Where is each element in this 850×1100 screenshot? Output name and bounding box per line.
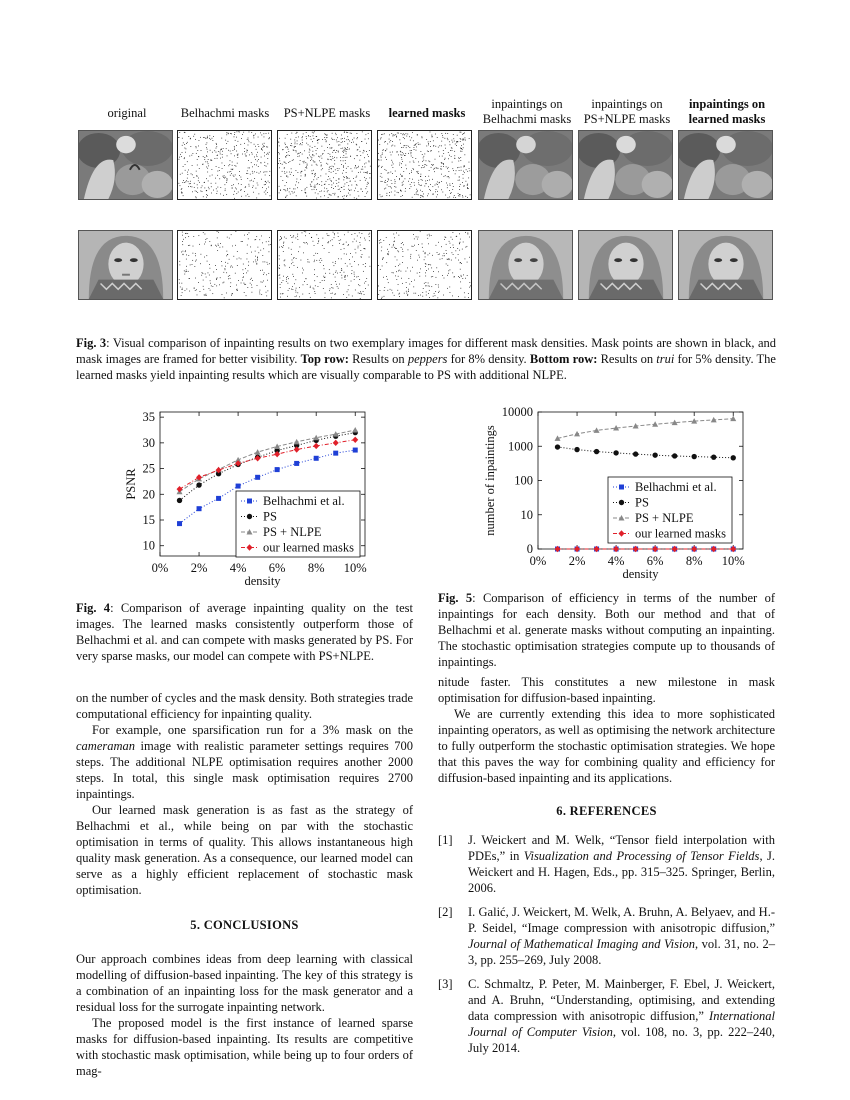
caption-text: Results on <box>597 352 657 366</box>
reference-item <box>438 976 775 1056</box>
y-tick-label: 100 <box>514 473 533 488</box>
caption-image-name: trui <box>656 352 675 366</box>
data-point-square <box>275 467 280 472</box>
caption-image-name: peppers <box>407 352 448 366</box>
data-point-circle <box>711 454 716 459</box>
paragraph: Our approach combines ideas from deep learning with classical modelling of diffusion-based inpainting. The key of this strategy is a combination of an inpainting loss for the mask generator and a residual loss for the surrogate inpainting network. <box>76 952 413 1014</box>
header-line: PS+NLPE masks <box>583 112 671 126</box>
caption-text: : Comparison of average inpainting quality on the test images. The learned masks consistently outperform those of Belhachmi et al. and can compete with masks generated by PS. For very sparse masks, our model can compete with PS+NLPE. <box>76 601 414 663</box>
data-point-square <box>619 485 624 490</box>
legend-label: Belhachmi et al. <box>635 480 717 494</box>
reference-text: J. Weickert and M. Welk, “Tensor field interpolation with PDEs,” in <box>468 833 775 863</box>
legend-label: PS + NLPE <box>635 511 694 525</box>
caption-text: for 5% density. The learned masks yield inpainting results which are visually comparable to PS with additional NLPE. <box>76 352 776 382</box>
fig5-caption <box>438 590 775 670</box>
data-point-circle <box>177 498 182 503</box>
y-tick-label: 10000 <box>501 405 533 419</box>
legend-label: PS + NLPE <box>263 525 322 539</box>
fig3-header-inpaint-belhachmi <box>477 97 577 127</box>
fig3-header-original: original <box>107 106 147 120</box>
series-ps-nlpe <box>555 416 737 441</box>
paragraph <box>76 722 413 802</box>
x-tick-label: 6% <box>646 554 664 568</box>
reference-text: , J. Weickert and H. Hagen, Eds., pp. 315–325. Springer, Berlin, 2006. <box>468 849 775 895</box>
data-point-triangle <box>255 449 261 455</box>
data-point-circle <box>691 454 696 459</box>
peppers-original-image <box>78 130 173 200</box>
y-tick-label: 25 <box>142 461 155 476</box>
right-column <box>438 674 775 1064</box>
fig3-header-learned-masks: learned masks <box>388 106 466 120</box>
section-heading-references: 6. REFERENCES <box>556 804 657 818</box>
data-point-square <box>333 451 338 456</box>
image-name: cameraman <box>76 739 136 753</box>
fig3-caption <box>76 335 776 383</box>
x-tick-label: 8% <box>685 554 703 568</box>
data-point-diamond <box>196 474 202 480</box>
paragraph: on the number of cycles and the mask density. Both strategies trade computational efficiency for inpainting quality. <box>76 691 413 721</box>
fig5-inpaintings-chart <box>480 402 755 584</box>
header-line: inpaintings on <box>591 97 663 111</box>
caption-label: Fig. 3 <box>76 336 107 350</box>
trui-inpainting-learned <box>678 230 773 300</box>
fig3-header-inpaint-learned <box>677 97 777 127</box>
peppers-belhachmi-mask <box>177 130 272 200</box>
y-tick-label: 0 <box>526 542 533 556</box>
reference-item <box>438 904 775 968</box>
paragraph: We are currently extending this idea to more sophisticated inpainting operators, as well as optimising the network architecture to fully outperform the stochastic optimisation strategies. We hope that this paves the way for combining quality and efficiency for diffusion-based inpainting and its applications. <box>438 707 775 785</box>
caption-text: : Visual comparison of inpainting results on two exemplary images for different mask densities. Mask points are shown in black, and mask images are framed for better visibility. <box>76 336 776 366</box>
data-point-diamond <box>333 440 339 446</box>
x-tick-label: 10% <box>343 561 367 575</box>
y-axis-label: PSNR <box>124 468 138 500</box>
data-point-triangle <box>352 427 358 433</box>
data-point-diamond <box>177 486 183 492</box>
caption-label: Fig. 4 <box>76 601 111 615</box>
header-line: inpaintings on <box>491 97 563 111</box>
caption-top-label: Top row: <box>300 352 349 366</box>
section-heading-conclusions: 5. CONCLUSIONS <box>190 918 299 932</box>
y-tick-label: 35 <box>142 410 155 425</box>
data-point-circle <box>731 455 736 460</box>
y-tick-label: 30 <box>142 435 155 450</box>
data-point-circle <box>247 514 252 519</box>
data-point-square <box>236 484 241 489</box>
data-point-triangle <box>574 431 580 437</box>
peppers-learned-mask <box>377 130 472 200</box>
trui-belhachmi-mask <box>177 230 272 300</box>
data-point-circle <box>652 452 657 457</box>
fig4-caption <box>76 600 413 664</box>
reference-number: [2] <box>438 905 453 919</box>
left-column <box>76 690 413 1079</box>
legend-label: PS <box>263 509 277 524</box>
y-tick-label: 10 <box>142 538 155 553</box>
legend-label: Belhachmi et al. <box>263 494 345 508</box>
header-line: Belhachmi masks <box>482 112 572 126</box>
paragraph: Our learned mask generation is as fast as the strategy of Belhachmi et al., while being on par with the stochastic optimisation in terms of quality. This allows instantaneous high quality mask generation. As a consequence, our learned model can serve as a highly efficient replacement of stochastic mask optimisation. <box>76 803 413 897</box>
paragraph-text: For example, one sparsification run for a 3% mask on the <box>92 723 413 737</box>
data-point-circle <box>672 453 677 458</box>
data-point-circle <box>594 449 599 454</box>
caption-bottom-label: Bottom row: <box>529 352 598 366</box>
data-point-square <box>294 461 299 466</box>
x-axis-label: density <box>622 567 659 581</box>
reference-venue: International Journal of Computer Vision <box>468 1009 775 1039</box>
caption-label: Fig. 5 <box>438 591 473 605</box>
x-axis-label: density <box>244 574 281 588</box>
data-point-circle <box>574 447 579 452</box>
trui-inpainting-belhachmi <box>478 230 573 300</box>
x-tick-label: 0% <box>529 554 547 568</box>
peppers-inpainting-psnlpe <box>578 130 673 200</box>
header-line: learned masks <box>688 112 766 126</box>
paragraph: nitude faster. This constitutes a new milestone in mask optimisation for diffusion-based inpainting. <box>438 675 775 705</box>
y-tick-label: 15 <box>142 513 155 527</box>
reference-number: [3] <box>438 977 453 991</box>
data-point-circle <box>619 500 624 505</box>
data-point-circle <box>613 450 618 455</box>
data-point-diamond <box>352 437 358 443</box>
reference-venue: Journal of Mathematical Imaging and Vision <box>468 937 695 951</box>
x-tick-label: 2% <box>568 554 586 568</box>
series-line <box>180 440 356 489</box>
data-point-triangle <box>594 427 600 433</box>
peppers-inpainting-belhachmi <box>478 130 573 200</box>
fig3-header-psnlpe-masks: PS+NLPE masks <box>283 106 371 120</box>
x-tick-label: 0% <box>151 561 169 575</box>
caption-text: Results on <box>348 352 408 366</box>
paragraph-text: image with realistic parameter settings requires 700 steps. The additional NLPE optimisation requires another 2000 steps. In total, this single mask optimisation requires 2700 inpaintings. <box>76 739 413 801</box>
series-ps-nlpe <box>177 427 359 494</box>
x-tick-label: 6% <box>268 561 286 575</box>
trui-psnlpe-mask <box>277 230 372 300</box>
legend <box>236 491 360 557</box>
legend <box>608 477 732 543</box>
series-line <box>558 447 734 458</box>
trui-inpainting-psnlpe <box>578 230 673 300</box>
trui-original-image <box>78 230 173 300</box>
reference-text: I. Galić, J. Weickert, M. Welk, A. Bruhn, A. Belyaev, and H.-P. Seidel, “Image compression with anisotropic diffusion,” <box>468 905 775 935</box>
reference-text: C. Schmaltz, P. Peter, M. Mainberger, F. Ebel, J. Weickert, and A. Bruhn, “Understanding, optimising, and extending data compression with anisotropic diffusion,” <box>468 977 775 1023</box>
reference-list <box>438 832 775 1056</box>
data-point-square <box>353 448 358 453</box>
reference-item <box>438 832 775 896</box>
y-tick-label: 1000 <box>508 439 533 454</box>
fig3-header-inpaint-psnlpe <box>577 97 677 127</box>
reference-number: [1] <box>438 833 453 847</box>
legend-label: PS <box>635 495 649 510</box>
series-line <box>180 430 356 492</box>
reference-text: , vol. 31, no. 2–3, pp. 255–269, July 2008. <box>468 937 775 967</box>
x-tick-label: 8% <box>307 561 325 575</box>
caption-text: for 8% density. <box>447 352 530 366</box>
series-line <box>180 433 356 501</box>
fig4-psnr-chart <box>120 402 380 594</box>
y-axis-label: number of inpaintings <box>483 425 497 536</box>
data-point-triangle <box>294 439 300 445</box>
caption-text: : Comparison of efficiency in terms of the number of inpaintings for each density. Both our method and that of Belhachmi et al. generate masks without computing an inpainting. The stochastic optimisation strategies compute up to thousands of inpaintings. <box>438 591 775 669</box>
series-ps <box>555 444 736 460</box>
x-tick-label: 4% <box>607 554 625 568</box>
data-point-square <box>177 521 182 526</box>
x-tick-label: 4% <box>229 561 247 575</box>
legend-label: our learned masks <box>263 540 354 555</box>
trui-learned-mask <box>377 230 472 300</box>
data-point-circle <box>196 482 201 487</box>
reference-text: , vol. 108, no. 3, pp. 222–240, July 2014. <box>468 1025 775 1055</box>
y-tick-label: 20 <box>142 487 155 502</box>
legend-label: our learned masks <box>635 526 726 541</box>
paragraph: The proposed model is the first instance of learned sparse masks for diffusion-based inpainting. Its results are competitive with stochastic mask optimisation, while being up to four orders of mag- <box>76 1016 413 1078</box>
data-point-square <box>216 496 221 501</box>
header-line: inpaintings on <box>688 97 766 111</box>
peppers-inpainting-learned <box>678 130 773 200</box>
data-point-diamond <box>294 446 300 452</box>
x-tick-label: 10% <box>721 554 745 568</box>
data-point-diamond <box>313 443 319 449</box>
data-point-square <box>247 499 252 504</box>
fig3-header-belhachmi-masks: Belhachmi masks <box>180 106 270 120</box>
reference-venue: Visualization and Processing of Tensor Fields <box>523 849 760 863</box>
series-our-learned-masks <box>177 437 359 493</box>
data-point-square <box>314 456 319 461</box>
data-point-circle <box>633 451 638 456</box>
data-point-square <box>255 475 260 480</box>
data-point-circle <box>555 444 560 449</box>
series-line <box>558 419 734 439</box>
y-tick-label: 10 <box>520 507 533 522</box>
peppers-psnlpe-mask <box>277 130 372 200</box>
data-point-square <box>197 506 202 511</box>
x-tick-label: 2% <box>190 561 208 575</box>
